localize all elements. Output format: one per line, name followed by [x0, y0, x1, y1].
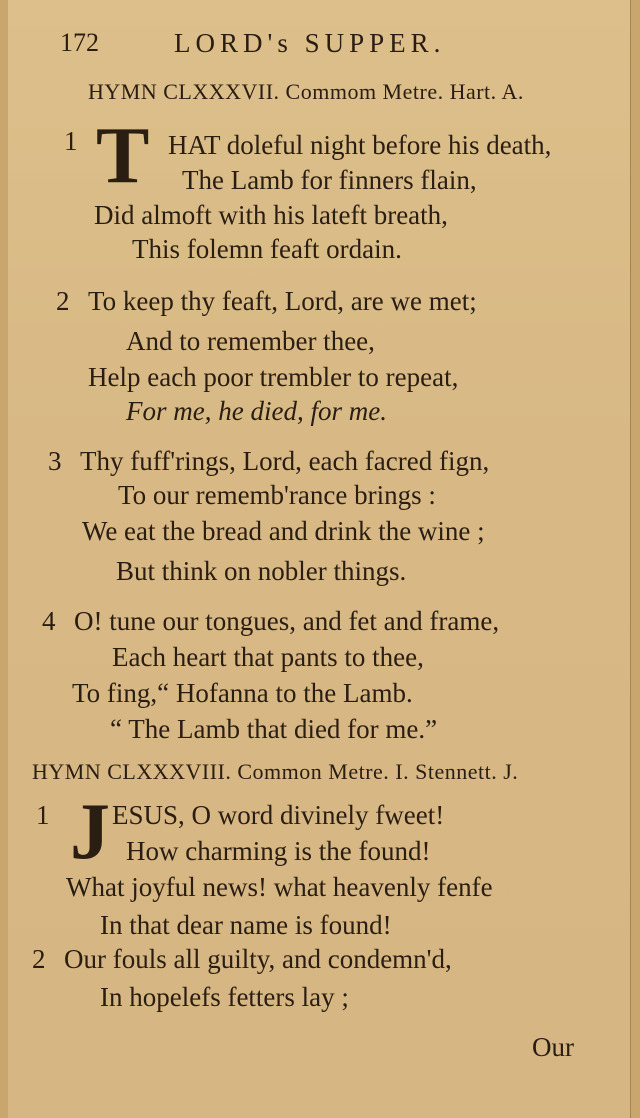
verse-line: To our rememb'rance brings :	[118, 480, 436, 510]
verse-line: To fing,“ Hofanna to the Lamb.	[72, 678, 413, 708]
hymn-heading: HYMN CLXXXVIII. Common Metre. I. Stennett. J.	[32, 759, 519, 784]
verse-line: Did almoft with his lateft breath,	[94, 200, 448, 230]
stanza-number: 3	[48, 446, 62, 476]
stanza-number: 1	[36, 800, 50, 830]
stanza-number: 2	[56, 286, 70, 316]
book-page	[8, 0, 631, 1118]
verse-line: O! tune our tongues, and fet and frame,	[74, 606, 500, 636]
stanza-number: 4	[42, 606, 56, 636]
verse-line: We eat the bread and drink the wine ;	[82, 516, 485, 546]
verse-line: HAT doleful night before his death,	[168, 130, 552, 160]
stanza-number: 2	[32, 944, 46, 974]
verse-line: Help each poor trembler to repeat,	[88, 362, 459, 392]
hymn-heading: HYMN CLXXXVII. Commom Metre. Hart. A.	[88, 79, 524, 104]
verse-line: How charming is the found!	[126, 836, 431, 866]
verse-line: What joyful news! what heavenly fenfe	[66, 872, 493, 902]
verse-line: But think on nobler things.	[116, 556, 407, 586]
drop-cap-letter: J	[70, 788, 110, 876]
drop-cap-letter: T	[96, 112, 150, 200]
verse-line: In hopelefs fetters lay ;	[100, 982, 349, 1012]
verse-line: Each heart that pants to thee,	[112, 642, 424, 672]
verse-line: ESUS, O word divinely fweet!	[112, 800, 445, 830]
page-number: 172	[60, 28, 99, 57]
verse-line: For me, he died, for me.	[126, 396, 387, 426]
stanza-number: 1	[64, 126, 78, 156]
verse-line: This folemn feaft ordain.	[132, 234, 402, 264]
verse-line: And to remember thee,	[126, 326, 375, 356]
verse-line: Thy fuff'rings, Lord, each facred fign,	[80, 446, 490, 476]
running-title: LORD's SUPPER.	[174, 28, 446, 58]
verse-line: “ The Lamb that died for me.”	[110, 714, 438, 744]
verse-line: The Lamb for finners flain,	[182, 165, 477, 195]
verse-line: In that dear name is found!	[100, 910, 392, 940]
verse-line: Our fouls all guilty, and condemn'd,	[64, 944, 452, 974]
verse-line: To keep thy feaft, Lord, are we met;	[88, 286, 477, 316]
catchword: Our	[532, 1032, 574, 1062]
